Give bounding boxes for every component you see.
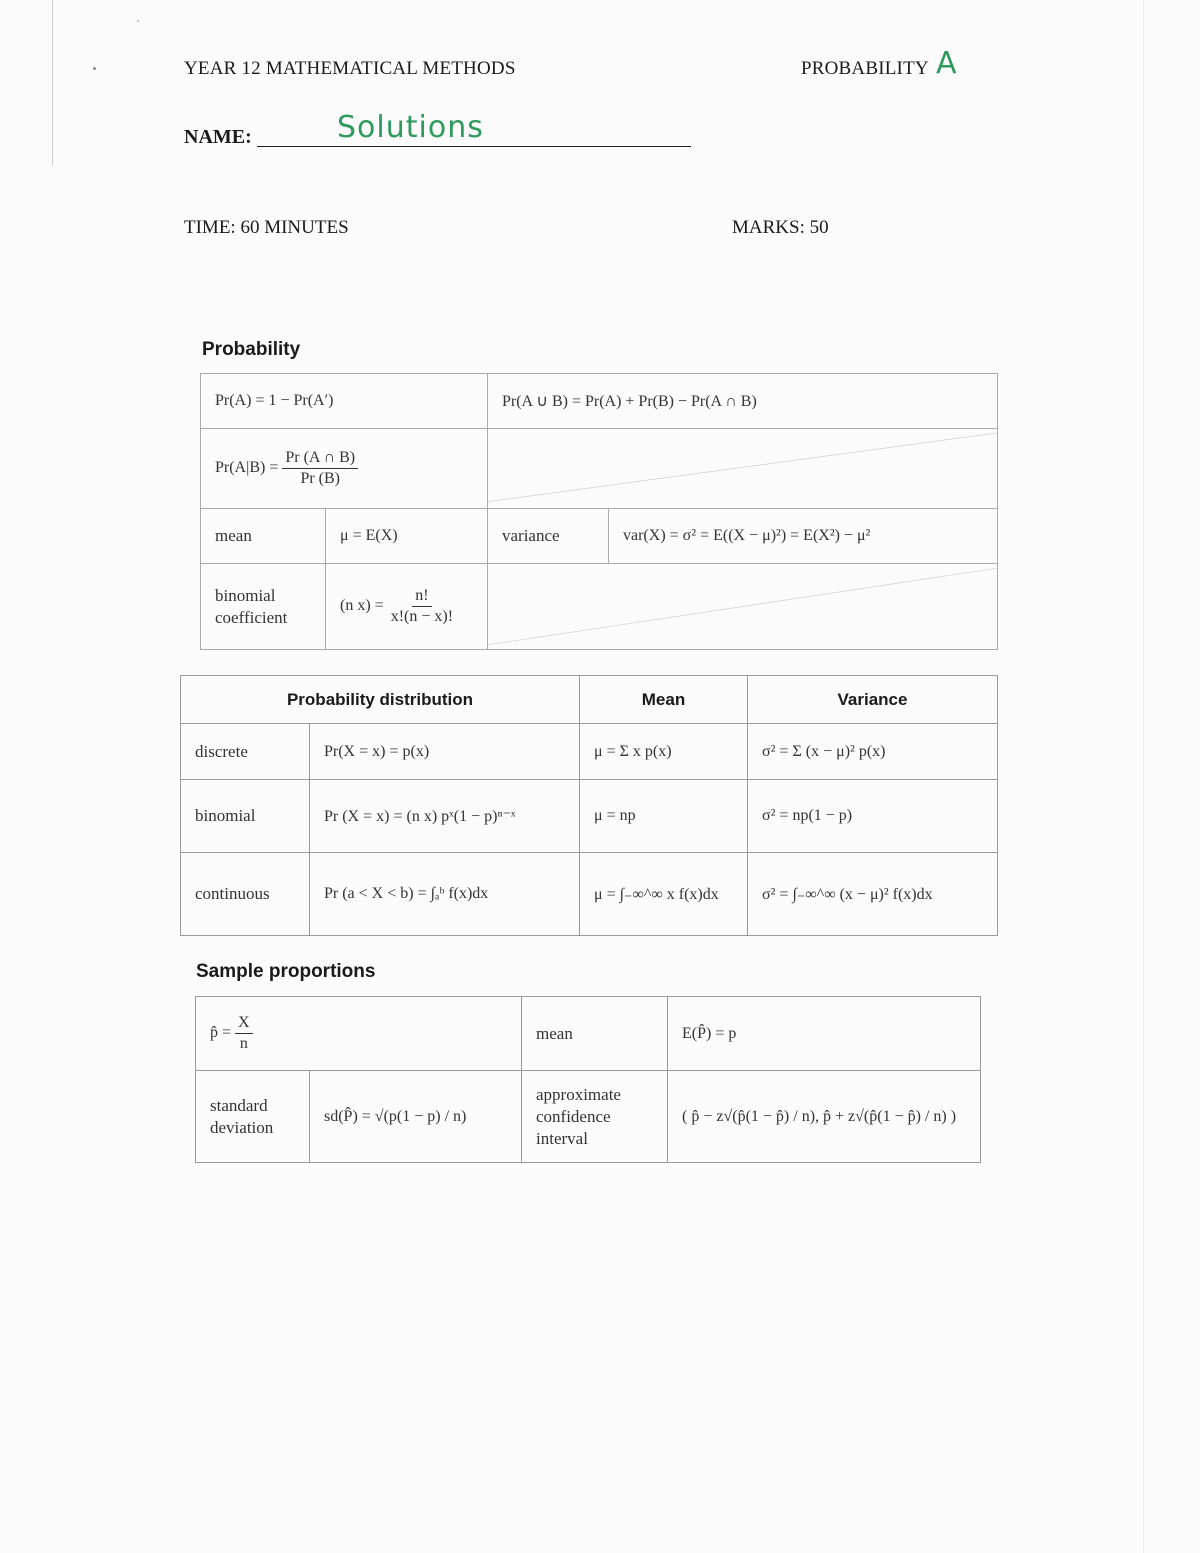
standard-deviation-label: standard deviation xyxy=(196,1071,310,1163)
scan-speck xyxy=(93,67,96,70)
conditional-denominator: Pr (B) xyxy=(300,470,341,487)
variance-label: variance xyxy=(488,509,609,564)
phat-numerator: X xyxy=(235,1014,253,1034)
table-row xyxy=(181,853,998,936)
distribution-pdf: Pr(X = x) = p(x) xyxy=(310,724,580,780)
complement-rule: Pr(A) = 1 − Pr(A′) xyxy=(201,374,488,429)
distribution-type: binomial xyxy=(181,780,310,853)
phat-fraction xyxy=(235,1014,253,1053)
test-version: A xyxy=(936,46,957,81)
addition-rule: Pr(A ∪ B) = Pr(A) + Pr(B) − Pr(A ∩ B) xyxy=(488,374,998,429)
distribution-variance: σ² = ∫₋∞^∞ (x − μ)² f(x)dx xyxy=(748,853,998,936)
binder-margin-line xyxy=(52,0,53,165)
binomial-denominator: x!(n − x)! xyxy=(390,608,454,625)
name-label: NAME: xyxy=(184,126,252,148)
variance-formula: var(X) = σ² = E((X − μ)²) = E(X²) − μ² xyxy=(609,509,998,564)
sample-proportions-title: Sample proportions xyxy=(196,961,376,982)
course-title: YEAR 12 MATHEMATICAL METHODS xyxy=(184,58,516,79)
conditional-probability xyxy=(201,429,488,509)
topic-title: PROBABILITY xyxy=(801,58,929,79)
distribution-type: discrete xyxy=(181,724,310,780)
distribution-type: continuous xyxy=(181,853,310,936)
probability-section-title: Probability xyxy=(202,339,301,360)
distribution-table xyxy=(180,675,998,936)
distribution-pdf: Pr (X = x) = (n x) pˣ(1 − p)ⁿ⁻ˣ xyxy=(310,780,580,853)
phat-lhs: p̂ = xyxy=(210,1024,232,1042)
time-allowed: TIME: 60 MINUTES xyxy=(184,217,349,238)
standard-deviation-formula: sd(P̂) = √(p(1 − p) / n) xyxy=(310,1071,522,1163)
blank-cell xyxy=(488,564,998,650)
blank-cell xyxy=(488,429,998,509)
sample-mean-label: mean xyxy=(522,997,668,1071)
distribution-variance: σ² = np(1 − p) xyxy=(748,780,998,853)
distribution-mean: μ = Σ x p(x) xyxy=(580,724,748,780)
mean-label: mean xyxy=(201,509,326,564)
table-row xyxy=(181,724,998,780)
header-distribution: Probability distribution xyxy=(181,676,580,724)
sample-proportions-table xyxy=(195,996,981,1163)
scan-edge xyxy=(1143,0,1144,1553)
confidence-interval-label: approximate confidence interval xyxy=(522,1071,668,1163)
header-variance: Variance xyxy=(748,676,998,724)
name-value: Solutions xyxy=(337,110,484,145)
distribution-variance: σ² = Σ (x − μ)² p(x) xyxy=(748,724,998,780)
binomial-coefficient-fraction xyxy=(388,587,456,626)
distribution-mean: μ = np xyxy=(580,780,748,853)
sample-mean-formula: E(P̂) = p xyxy=(668,997,981,1071)
total-marks: MARKS: 50 xyxy=(732,217,829,238)
confidence-interval-formula: ( p̂ − z√(p̂(1 − p̂) / n), p̂ + z√(p̂(1 − p̂) / n) ) xyxy=(668,1071,981,1163)
mean-formula: μ = E(X) xyxy=(326,509,488,564)
scan-speck xyxy=(137,20,139,22)
binomial-numerator: n! xyxy=(412,587,431,607)
name-underline xyxy=(257,146,691,147)
binomial-coefficient-formula xyxy=(326,564,488,650)
header-mean: Mean xyxy=(580,676,748,724)
conditional-numerator: Pr (A ∩ B) xyxy=(282,449,358,469)
binomial-coefficient-label: binomial coefficient xyxy=(201,564,326,650)
table-row xyxy=(181,780,998,853)
binomial-coefficient-lhs: (n x) = xyxy=(340,597,384,615)
sample-proportion-definition xyxy=(196,997,522,1071)
distribution-mean: μ = ∫₋∞^∞ x f(x)dx xyxy=(580,853,748,936)
conditional-fraction xyxy=(282,449,358,488)
phat-denominator: n xyxy=(239,1035,248,1052)
conditional-lhs: Pr(A|B) = xyxy=(215,459,279,477)
distribution-pdf: Pr (a < X < b) = ∫ₐᵇ f(x)dx xyxy=(310,853,580,936)
probability-formula-table xyxy=(200,373,998,650)
